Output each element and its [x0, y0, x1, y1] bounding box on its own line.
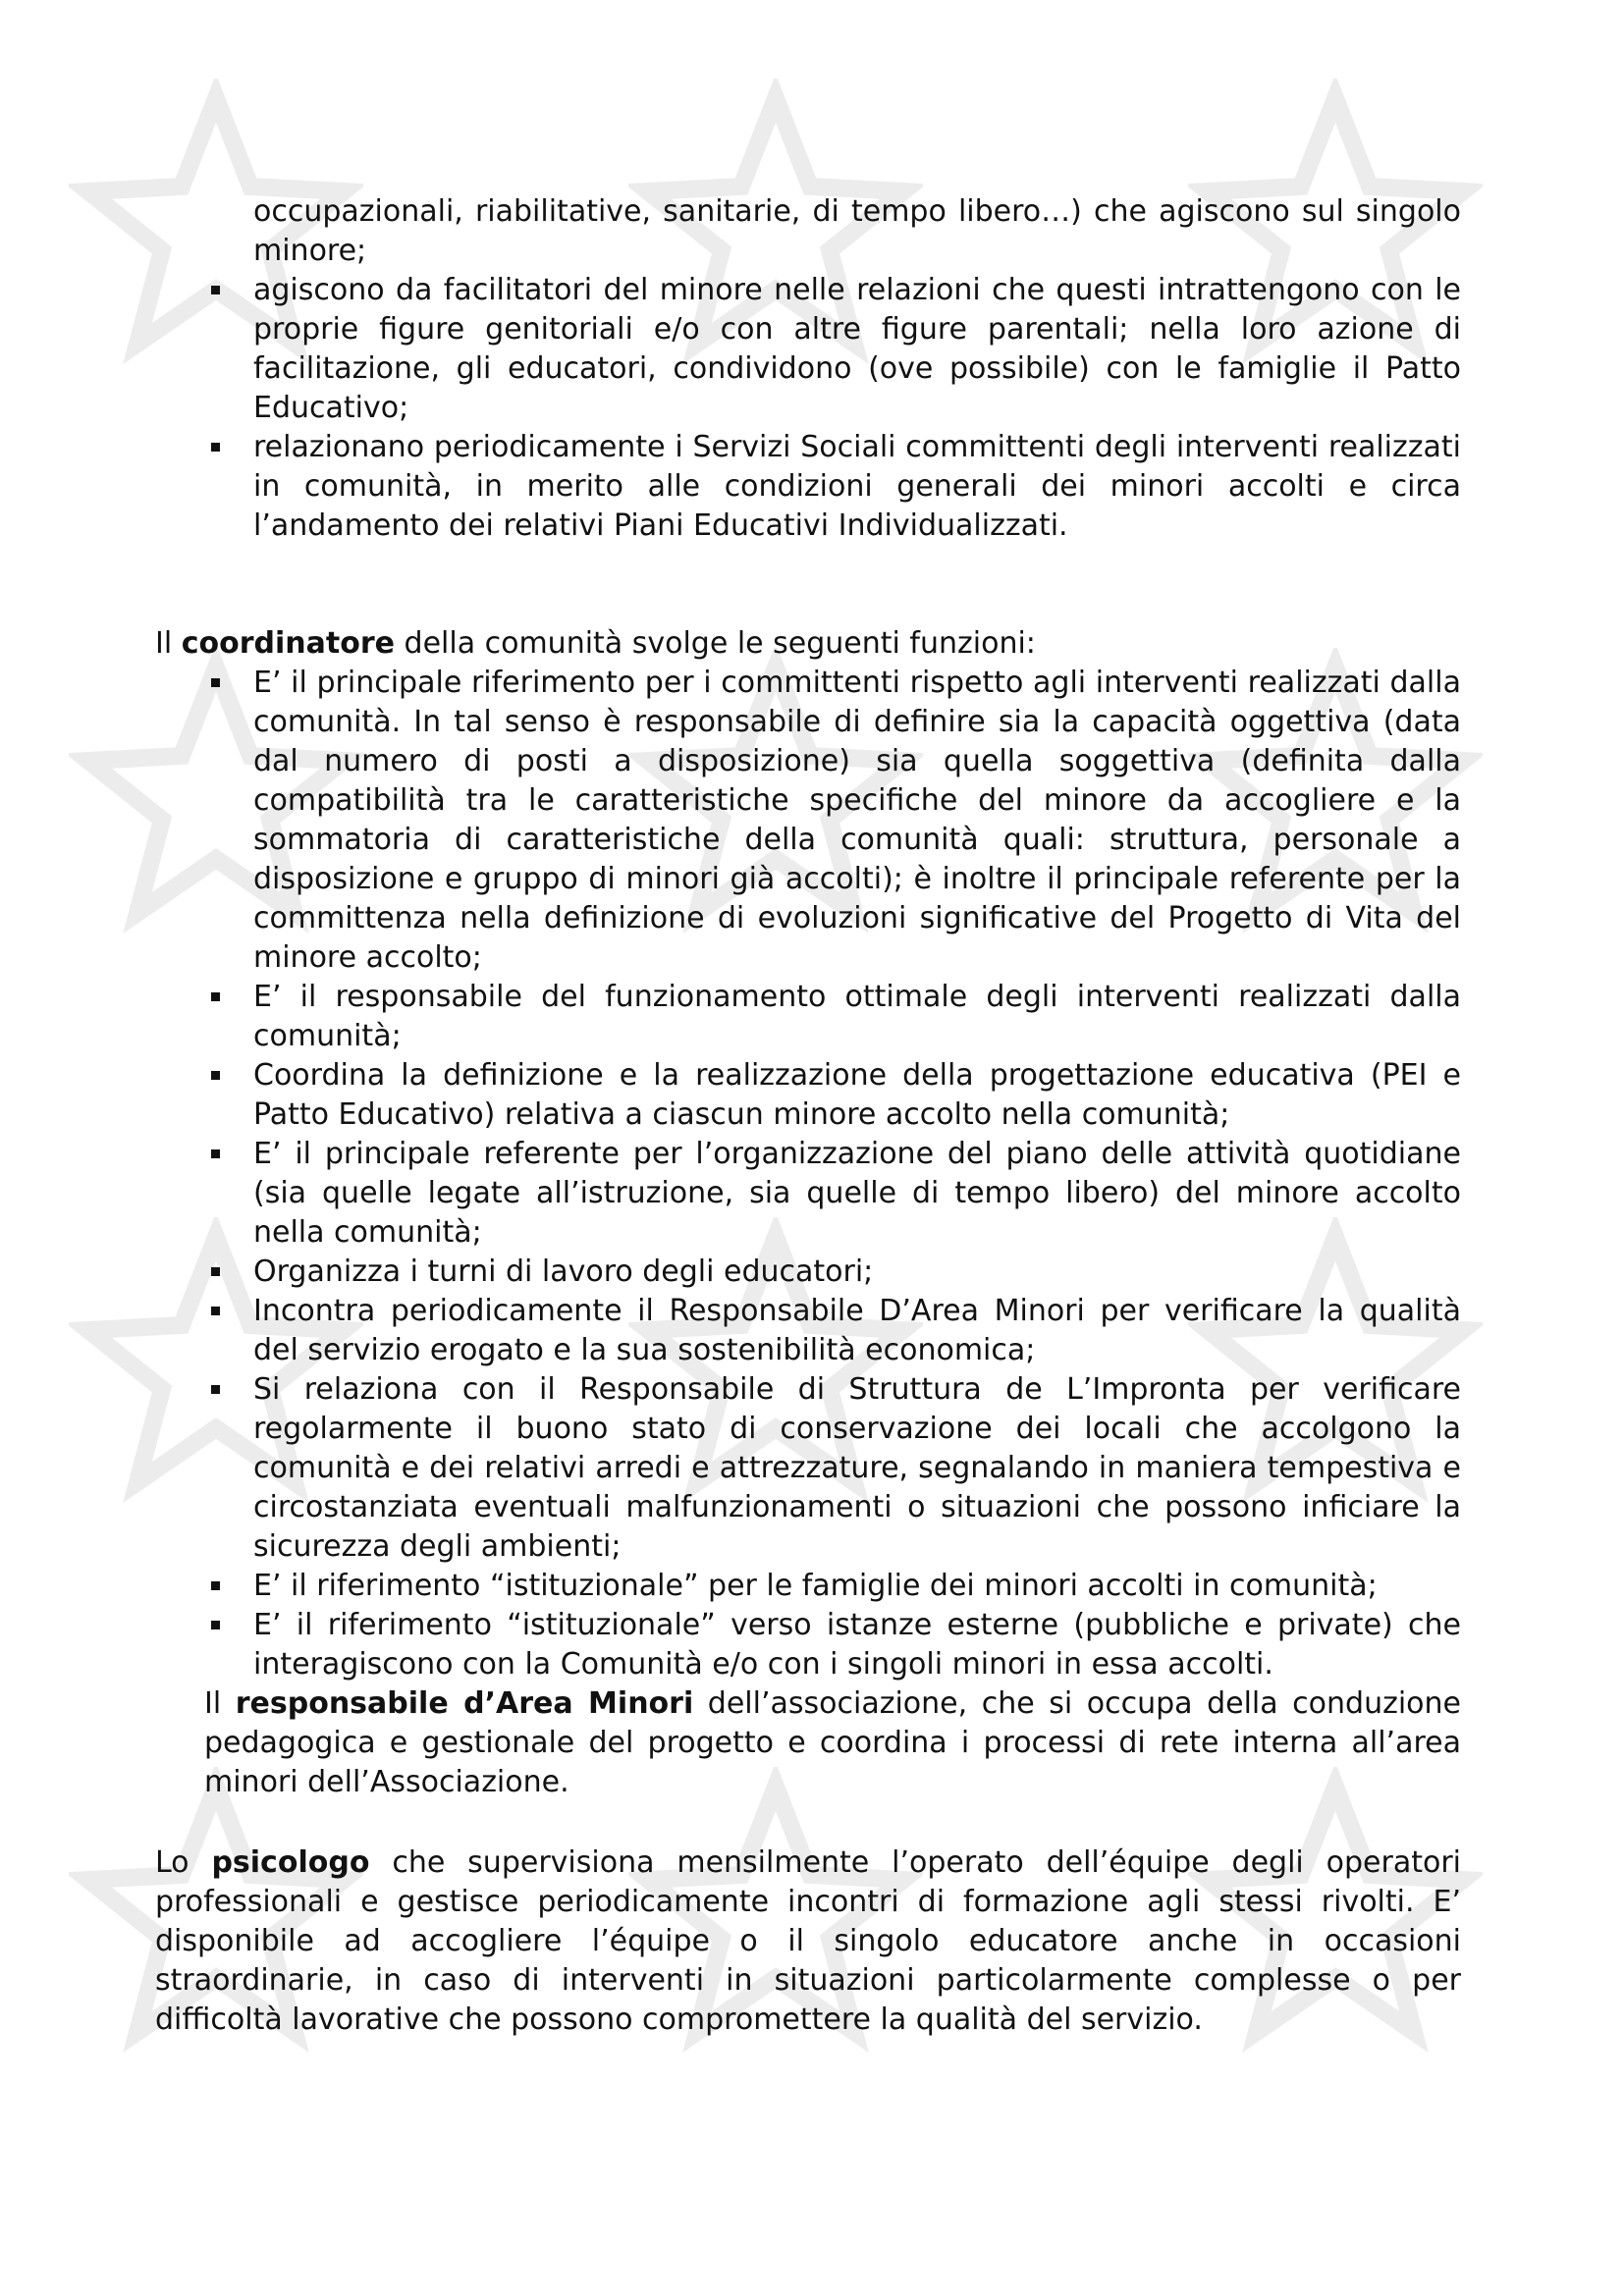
- psychologist-term: psicologo: [211, 1845, 370, 1880]
- list-item: relazionano periodicamente i Servizi Sociali committenti degli interventi realizzati in comunità, in merito alle condizioni generali dei minori accolti e circa l’andamento dei relativi Piani Educativi Individualizzati.: [253, 428, 1461, 546]
- continuation-text: occupazionali, riabilitative, sanitarie, di tempo libero…) che agiscono sul singolo minore;: [253, 194, 1461, 268]
- list-item: E’ il riferimento “istituzionale” per le famiglie dei minori accolti in comunità;: [253, 1567, 1461, 1606]
- list-item: E’ il principale referente per l’organizzazione del piano delle attività quotidiane (sia quelle legate all’istruzione, sia quelle di tempo libero) del minore accolto nella comunità;: [253, 1135, 1461, 1253]
- list-item: Organizza i turni di lavoro degli educatori;: [253, 1253, 1461, 1292]
- coordinator-term: coordinatore: [181, 626, 395, 661]
- coordinator-intro: Il coordinatore della comunità svolge le seguenti funzioni:: [155, 626, 1036, 661]
- document-body: [155, 192, 1461, 2040]
- list-item: Incontra periodicamente il Responsabile D’Area Minori per verificare la qualità del servizio erogato e la sua sostenibilità economica;: [253, 1292, 1461, 1370]
- list-item: E’ il riferimento “istituzionale” verso istanze esterne (pubbliche e private) che interagiscono con la Comunità e/o con i singoli minori in essa accolti.: [253, 1606, 1461, 1684]
- list-item: E’ il responsabile del funzionamento ottimale degli interventi realizzati dalla comunità;: [253, 978, 1461, 1056]
- list-item: Coordina la definizione e la realizzazione della progettazione educativa (PEI e Patto Educativo) relativa a ciascun minore accolto nella comunità;: [253, 1056, 1461, 1135]
- coordinator-functions-list: [155, 664, 1461, 1684]
- area-manager-term: responsabile d’Area Minori: [235, 1686, 694, 1721]
- psychologist-paragraph: Lo psicologo che supervisiona mensilmente l’operato dell’équipe degli operatori professionali e gestisce periodicamente incontri di formazione agli stessi rivolti. E’ disponibile ad accogliere l’équipe o il singolo educatore anche in occasioni straordinarie, in caso di interventi in situazioni particolarmente complesse o per difficoltà lavorative che possono compromettere la qualità del servizio.: [155, 1845, 1461, 2037]
- educators-list: [155, 271, 1461, 546]
- list-item: agiscono da facilitatori del minore nelle relazioni che questi intrattengono con le proprie figure genitoriali e/o con altre figure parentali; nella loro azione di facilitazione, gli educatori, condividono (ove possibile) con le famiglie il Patto Educativo;: [253, 271, 1461, 428]
- area-manager-paragraph: Il responsabile d’Area Minori dell’associazione, che si occupa della conduzione pedagogica e gestionale del progetto e coordina i processi di rete interna all’area minori dell’Associazione.: [204, 1686, 1462, 1799]
- list-item: E’ il principale riferimento per i committenti rispetto agli interventi realizzati dalla comunità. In tal senso è responsabile di definire sia la capacità oggettiva (data dal numero di posti a disposizione) sia quella soggettiva (definita dalla compatibilità tra le caratteristiche specifiche del minore da accogliere e la sommatoria di caratteristiche della comunità quali: struttura, personale a disposizione e gruppo di minori già accolti); è inoltre il principale referente per la committenza nella definizione di evoluzioni significative del Progetto di Vita del minore accolto;: [253, 664, 1461, 978]
- list-item: Si relaziona con il Responsabile di Struttura de L’Impronta per verificare regolarmente il buono stato di conservazione dei locali che accolgono la comunità e dei relativi arredi e attrezzature, segnalando in maniera tempestiva e circostanziata eventuali malfunzionamenti o situazioni che possono inficiare la sicurezza degli ambienti;: [253, 1370, 1461, 1567]
